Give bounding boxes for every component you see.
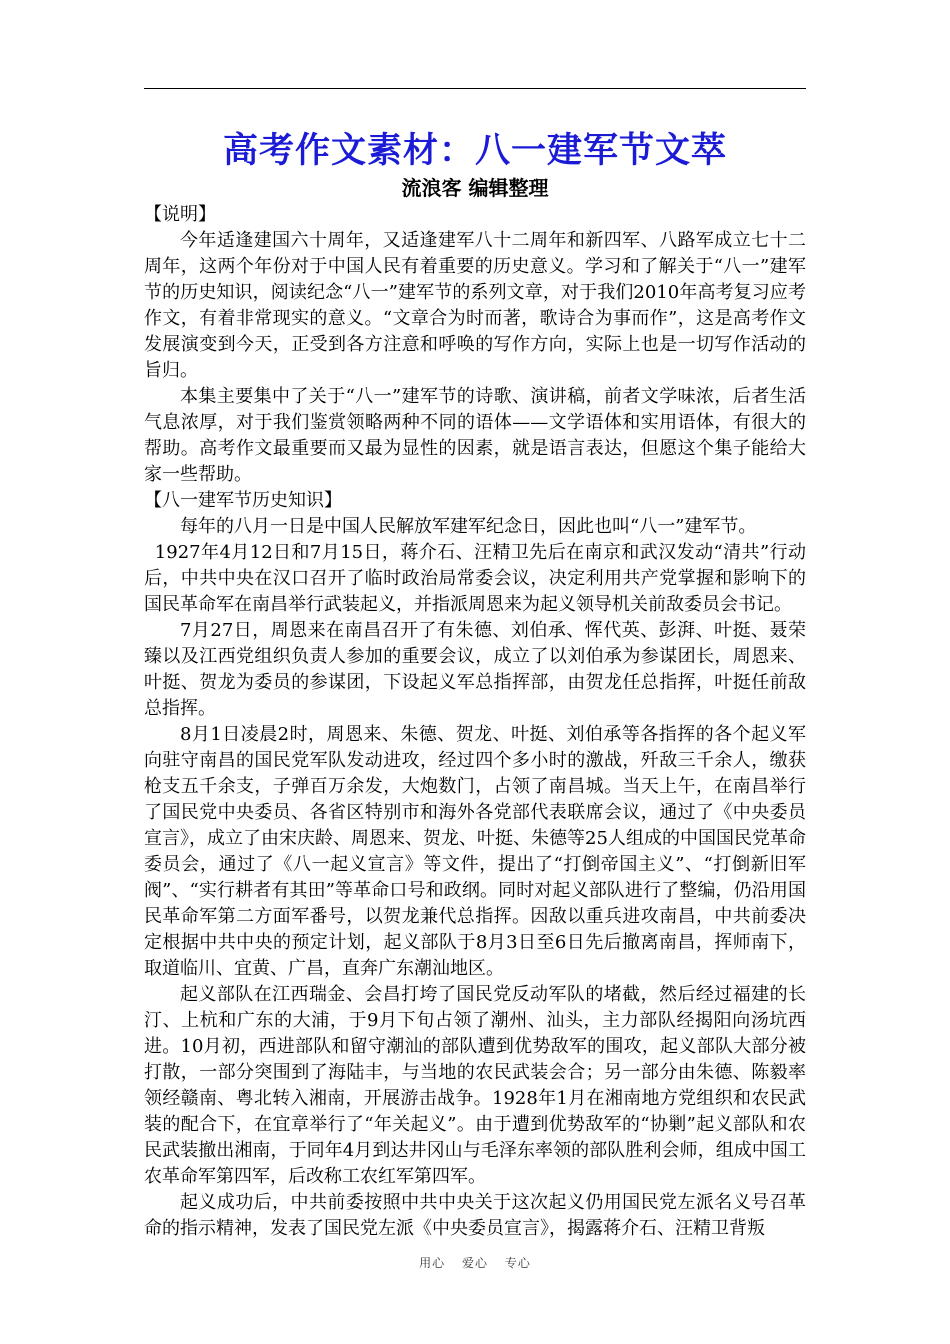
paragraph: 1927年4月12日和7月15日，蒋介石、汪精卫先后在南京和武汉发动“清共”行动后，中共中央在汉口召开了临时政治局常委会议，决定利用共产党掌握和影响下的国民革命军在南昌举行武装起义，并指派周恩来为起义领导机关前敌委员会书记。 xyxy=(144,542,806,615)
paragraph: 今年适逢建国六十周年，又适逢建军八十二周年和新四军、八路军成立七十二周年，这两个年份对于中国人民有着重要的历史意义。学习和了解关于“八一”建军节的历史知识，阅读纪念“八一”建军节的系列文章，对于我们2010年高考复习应考作文，有着非常现实的意义。“文章合为时而著，歌诗合为事而作”，这是高考作文发展演变到今天，正受到各方注意和呼唤的写作方向，实际上也是一切写作活动的旨归。 xyxy=(144,230,806,381)
footer-item: 爱心 xyxy=(461,1256,488,1270)
document-body xyxy=(144,128,806,1242)
document-title: 高考作文素材：八一建军节文萃 xyxy=(222,130,727,171)
footer-item: 专心 xyxy=(504,1256,531,1270)
paragraph: 起义部队在江西瑞金、会昌打垮了国民党反动军队的堵截，然后经过福建的长汀、上杭和广东的大浦，于9月下旬占领了潮州、汕头，主力部队经揭阳向汤坑西进。10月初，西进部队和留守潮汕的部队遭到优势敌军的围攻，起义部队大部分被打散，一部分突围到了海陆丰，与当地的农民武装会合；另一部分由朱德、陈毅率领经赣南、粤北转入湘南，开展游击战争。1928年1月在湘南地方党组织和农民武装的配合下，在宜章举行了“年关起义”。由于遭到优势敌军的“协剿”起义部队和农民武装撤出湘南，于同年4月到达井冈山与毛泽东率领的部队胜利会师，组成中国工农革命军第四军，后改称工农红军第四军。 xyxy=(144,984,806,1187)
footer-item: 用心 xyxy=(419,1256,446,1270)
section-heading: 【八一建军节历史知识】 xyxy=(144,490,342,511)
paragraph: 本集主要集中了关于“八一”建军节的诗歌、演讲稿，前者文学味浓，后者生活气息浓厚，对于我们鉴赏领略两种不同的语体——文学语体和实用语体，有很大的帮助。高考作文最重要而又最为显性的因素，就是语言表达，但愿这个集子能给大家一些帮助。 xyxy=(144,386,806,485)
paragraph: 7月27日，周恩来在南昌召开了有朱德、刘伯承、恽代英、彭湃、叶挺、聂荣臻以及江西党组织负责人参加的重要会议，成立了以刘伯承为参谋团长，周恩来、叶挺、贺龙为委员的参谋团，下设起义军总指挥部，由贺龙任总指挥，叶挺任前敌总指挥。 xyxy=(144,620,806,719)
document-subtitle: 流浪客 编辑整理 xyxy=(401,176,549,200)
paragraph: 每年的八月一日是中国人民解放军建军纪念日，因此也叫“八一”建军节。 xyxy=(180,516,757,537)
paragraph: 起义成功后，中共前委按照中共中央关于这次起义仍用国民党左派名义号召革命的指示精神，发表了国民党左派《中央委员宣言》，揭露蒋介石、汪精卫背叛 xyxy=(144,1192,806,1239)
section-heading: 【说明】 xyxy=(144,204,216,225)
section-explanation xyxy=(144,202,806,488)
section-history xyxy=(144,488,806,1242)
paragraph: 8月1日凌晨2时，周恩来、朱德、贺龙、叶挺、刘伯承等各指挥的各个起义军向驻守南昌的国民党军队发动进攻，经过四个多小时的激战，歼敌三千余人，缴获枪支五千余支，子弹百万余发，大炮数门，占领了南昌城。当天上午，在南昌举行了国民党中央委员、各省区特别市和海外各党部代表联席会议，通过了《中央委员宣言》，成立了由宋庆龄、周恩来、贺龙、叶挺、朱德等25人组成的中国国民党革命委员会，通过了《八一起义宣言》等文件，提出了“打倒帝国主义”、“打倒新旧军阀”、“实行耕者有其田”等革命口号和政纲。同时对起义部队进行了整编，仍沿用国民革命军第二方面军番号，以贺龙兼代总指挥。因敌以重兵进攻南昌，中共前委决定根据中共中央的预定计划，起义部队于8月3日至6日先后撤离南昌，挥师南下，取道临川、宜黄、广昌，直奔广东潮汕地区。 xyxy=(144,724,806,979)
page-footer xyxy=(0,1254,950,1271)
header-rule xyxy=(144,88,806,89)
